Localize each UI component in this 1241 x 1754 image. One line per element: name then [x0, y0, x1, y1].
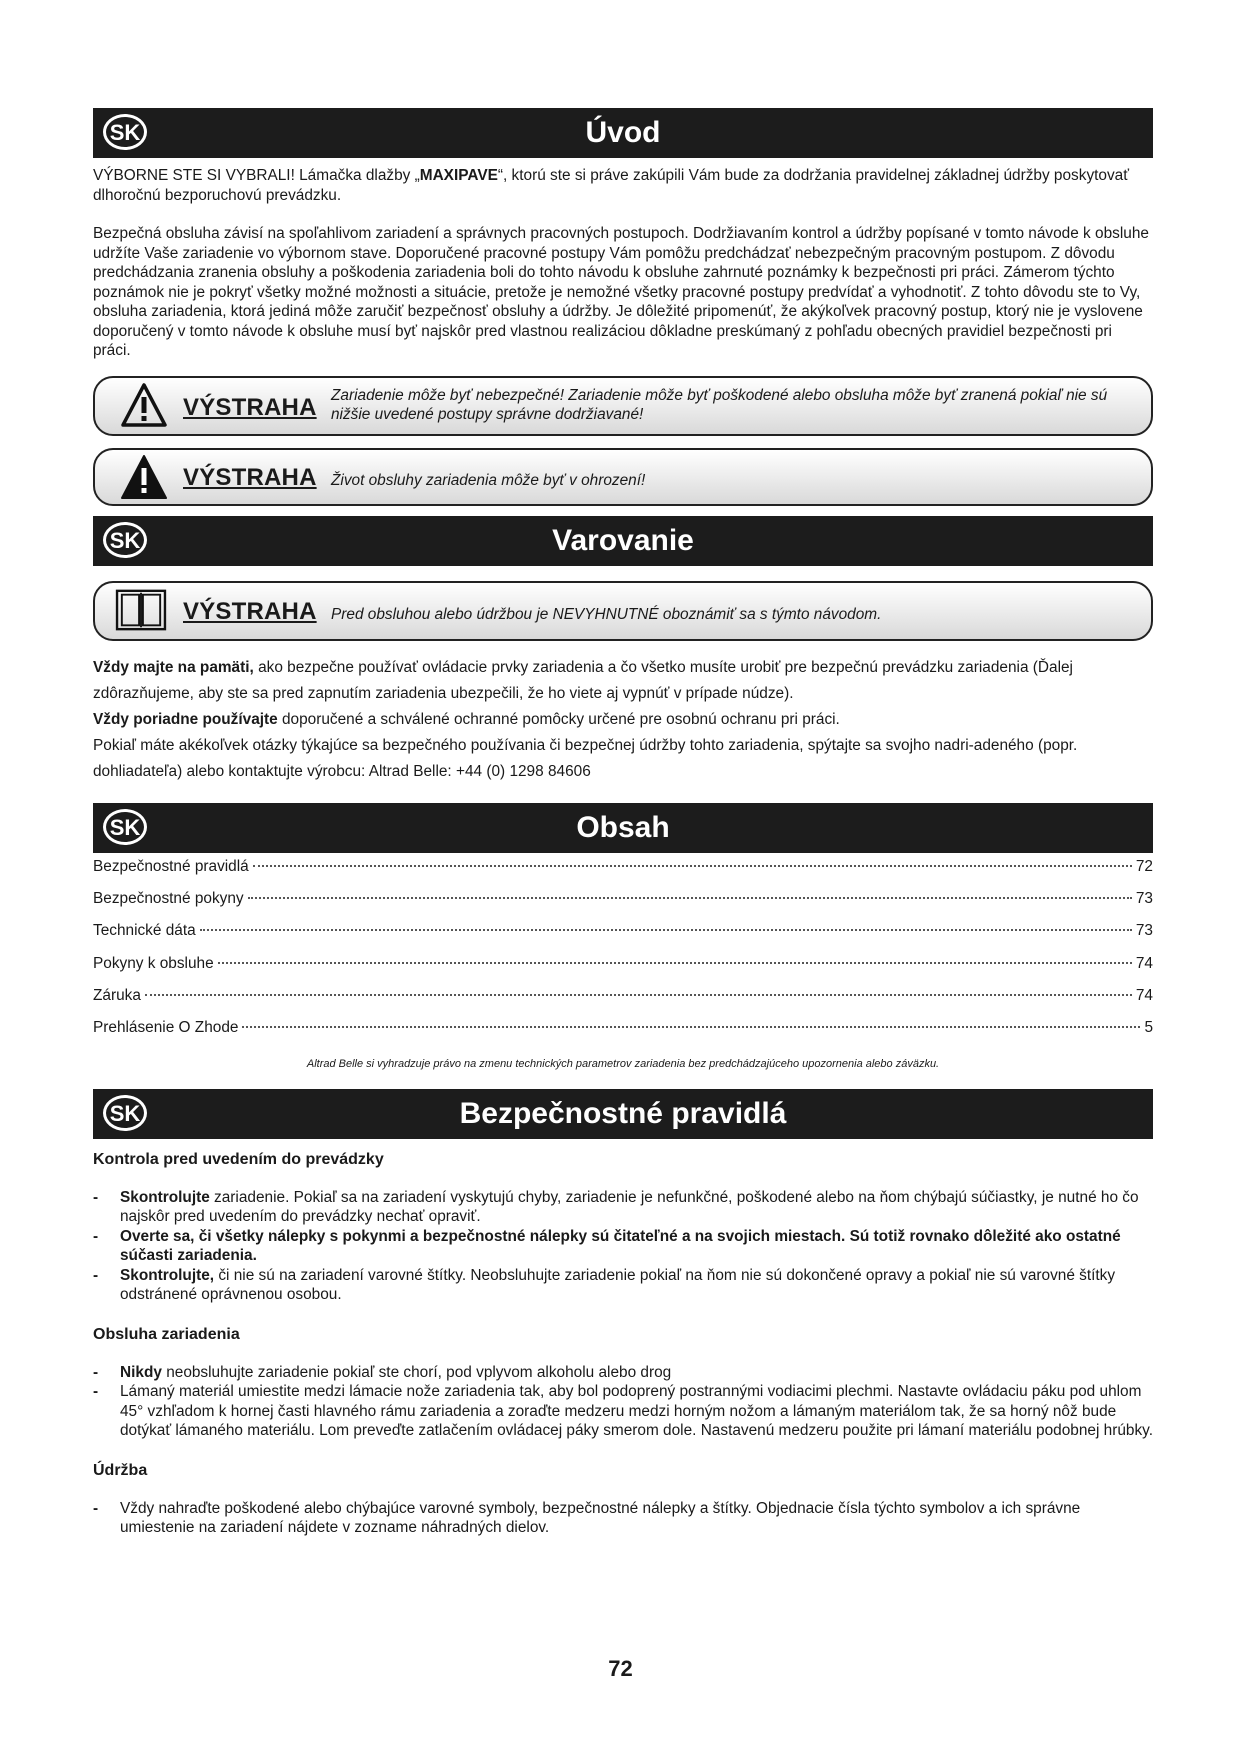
toc-row[interactable]: Bezpečnostné pravidlá 72 — [93, 857, 1153, 875]
section-header-uvod — [93, 108, 1153, 158]
toc-disclaimer: Altrad Belle si vyhradzuje právo na zmenu technických parametrov zariadenia bez predchádzajúceho upozornenia alebo záväzku. — [306, 1057, 940, 1070]
table-of-contents — [93, 858, 1153, 1052]
sk-badge: SK — [103, 1095, 147, 1131]
sk-badge: SK — [103, 114, 147, 150]
warning-text: Zariadenie môže byť nebezpečné! Zariadenie môže byť poškodené alebo obsluha môže byť zranená pokiaľ nie sú nižšie uvedené postupy správne dodržiavané! — [331, 386, 1108, 423]
varovanie-line-1: Vždy majte na pamäti, ako bezpečne používať ovládacie prvky zariadenia a čo všetko musíte urobiť pre bezpečnú prevádzku zariadenia (Ďalej zdôrazňujeme, aby ste sa pred zapnutím zariadenia ubezpečili, že ho viete aj vypnúť v prípade núdze). — [93, 658, 1073, 702]
page — [93, 108, 1153, 1538]
section-title: Obsah — [576, 810, 670, 844]
manual-book-icon — [113, 587, 169, 633]
warning-label: VÝSTRAHA — [183, 597, 317, 625]
section-header-obsah — [93, 803, 1153, 853]
intro-paragraph-2: Bezpečná obsluha závisí na spoľahlivom zariadení a správnych pracovných postupoch. Dodržiavaním kontrol a údržby popísané v tomto návode k obsluhe udržíte Vaše zariadenie vo výbornom stave. Doporučené pracovné postupy Vám pomôžu predchádzať nebezpečným pracovným postupom. Z dôvodu predchádzania zranenia obsluhy a poškodenia zariadenia boli do tohto návodu k obsluhe zahrnuté poznámky k bezpečnosti pri práci. Zámerom týchto poznámok nie je pokryť všetky možné možnosti a situácie, pretože je nemožné všetky pracovné postupy predvídať a vyhodnotiť. Z tohto dôvodu ste to Vy, obsluha zariadenia, ktorá jediná môže zaručiť bezpečnosť obsluhy a údržby. Je dôležité pripomenúť, že akýkoľvek pracovný postup, ktorý nie je vyslovene doporučený v tomto návode k obsluhe musí byť najskôr pred vlastnou realizáciou dôkladne preskúmaný z pohľadu obecných pravidiel bezpečnosti pri práci. — [93, 225, 1149, 359]
subheading-kontrola: Kontrola pred uvedením do prevádzky — [93, 1150, 384, 1168]
section-header-varovanie — [93, 516, 1153, 566]
toc-row[interactable]: Technické dáta 73 — [93, 922, 1153, 940]
list-item: - Nikdy neobsluhujte zariadenie pokiaľ ste chorí, pod vplyvom alkoholu alebo drog — [93, 1363, 1153, 1383]
intro-paragraph-1: VÝBORNE STE SI VYBRALI! Lámačka dlažby „MAXIPAVE“, ktorú ste si práve zakúpili Vám bude za dodržania pravidelnej základnej údržby poskytovať dlhoročnú bezporuchovú prevádzku. — [93, 167, 1129, 204]
list-item: - Overte sa, či všetky nálepky s pokynmi a bezpečnostné nálepky sú čitateľné a na svojich miestach. Sú totiž rovnako dôležité ako ostatné súčasti zariadenia. — [93, 1227, 1153, 1266]
warning-text: Pred obsluhou alebo údržbou je NEVYHNUTNÉ oboznámiť sa s týmto návodom. — [331, 605, 882, 623]
udrzba-list — [93, 1499, 1153, 1538]
warning-triangle-filled-icon — [121, 454, 167, 500]
list-item: - Vždy nahraďte poškodené alebo chýbajúce varovné symboly, bezpečnostné nálepky a štítky. Objednacie čísla týchto symbolov a ich správne umiestenie na zariadení nájdete v zozname náhradných dielov. — [93, 1499, 1153, 1538]
list-item: - Skontrolujte, či nie sú na zariadení varovné štítky. Neobsluhujte zariadenie pokiaľ na ňom nie sú dokončené opravy a pokiaľ nie sú varovné štítky odstránené oprávnenou osobou. — [93, 1266, 1153, 1305]
subheading-obsluha: Obsluha zariadenia — [93, 1325, 240, 1343]
warning-text: Život obsluhy zariadenia môže byť v ohrození! — [331, 471, 646, 489]
sk-badge: SK — [103, 809, 147, 845]
brand-name: MAXIPAVE — [419, 167, 498, 184]
section-title: Bezpečnostné pravidlá — [459, 1096, 787, 1130]
section-title: Úvod — [585, 116, 661, 149]
warning-label: VÝSTRAHA — [183, 393, 317, 421]
varovanie-line-3: Pokiaľ máte akékoľvek otázky týkajúce sa bezpečného používania či bezpečnej údržby tohto zariadenia, spýtajte sa svojho nadri-adeného (popr. dohliadateľa) alebo kontaktujte výrobcu: Altrad Belle: +44 (0) 1298 84606 — [93, 736, 1078, 780]
list-item: - Skontrolujte zariadenie. Pokiaľ sa na zariadení vyskytujú chyby, zariadenie je nefunkčné, poškodené alebo na ňom chýbajú súčiastky, je nutné ho čo najskôr pred uvedením do prevádzky nechať opraviť. — [93, 1188, 1153, 1227]
varovanie-line-2: Vždy poriadne používajte doporučené a schválené ochranné pomôcky určené pre osobnú ochranu pri práci. — [93, 710, 840, 728]
toc-row[interactable]: Pokyny k obsluhe 74 — [93, 954, 1153, 972]
toc-row[interactable]: Záruka 74 — [93, 987, 1153, 1005]
warning-box-3 — [93, 581, 1153, 641]
warning-triangle-outline-icon — [121, 382, 167, 428]
warning-box-2 — [93, 448, 1153, 506]
section-title: Varovanie — [552, 523, 694, 557]
toc-row[interactable]: Prehlásenie O Zhode 5 — [93, 1019, 1153, 1037]
toc-row[interactable]: Bezpečnostné pokyny 73 — [93, 889, 1153, 907]
subheading-udrzba: Údržba — [93, 1461, 148, 1479]
warning-box-1 — [93, 376, 1153, 436]
obsluha-list — [93, 1363, 1153, 1441]
section-header-pravidla — [93, 1089, 1153, 1139]
sk-badge: SK — [103, 522, 147, 558]
varovanie-text — [93, 655, 1153, 785]
page-number: 72 — [608, 1656, 633, 1681]
warning-label: VÝSTRAHA — [183, 463, 317, 491]
kontrola-list — [93, 1188, 1153, 1305]
list-item: - Lámaný materiál umiestite medzi lámacie nože zariadenia tak, aby bol podoprený postrannými vodiacimi plechmi. Nastavte ovládaciu páku pod uhlom 45° vzhľadom k hornej časti hlavného rámu zariadenia a zoraďte medzeru medzi horným nožom a lámaným materiálom tak, že sa horný nôž bude dotýkať lámaného materiálu. Lom preveďte zatlačením ovládacej páky smerom dole. Nastavenú medzeru použite pri lámaní materiálu podobnej hrúbky. — [93, 1382, 1153, 1441]
